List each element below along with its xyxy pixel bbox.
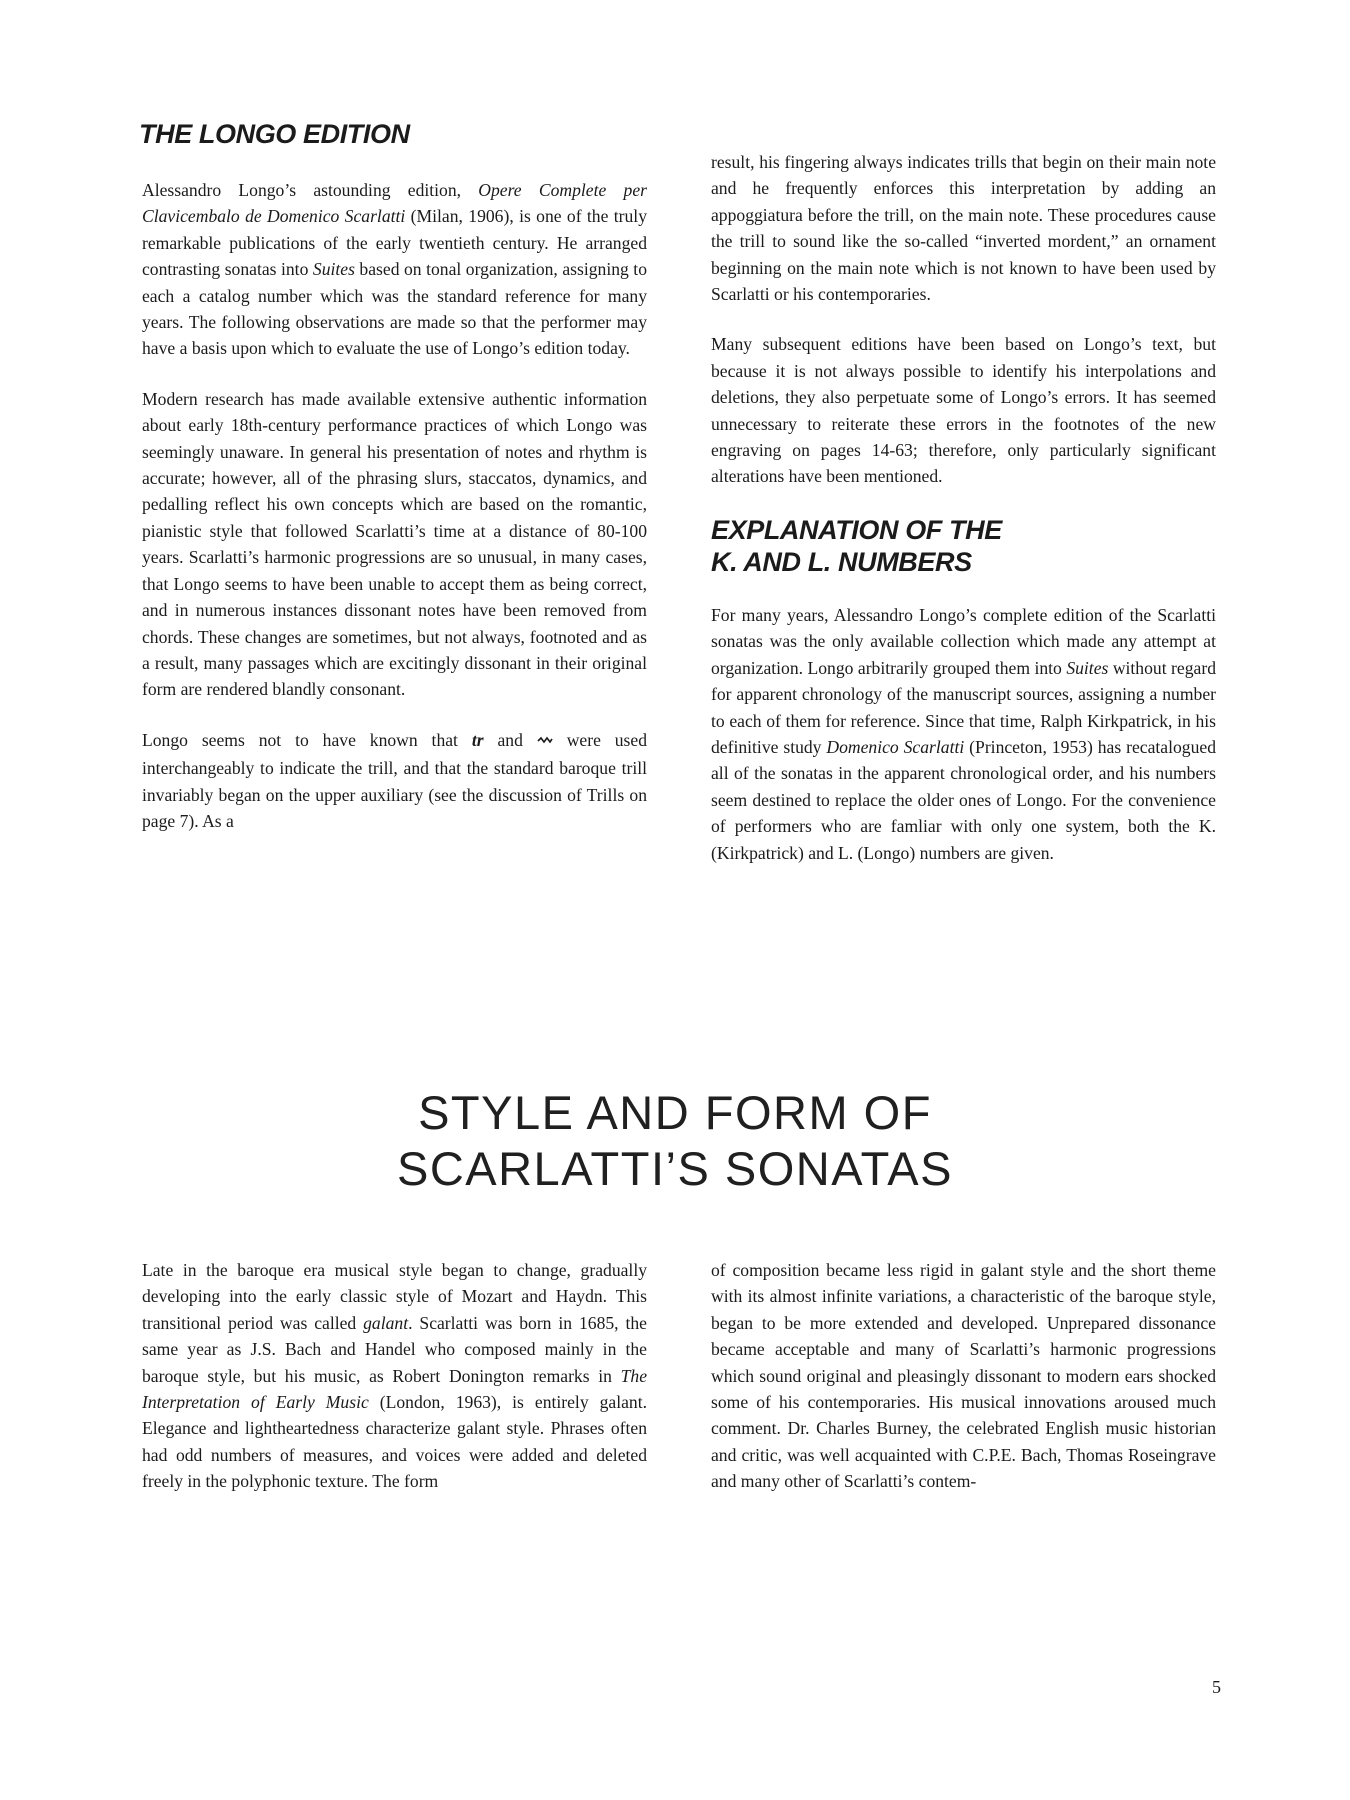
heading-line: SCARLATTI’S SONATAS — [396, 1142, 954, 1195]
column-bottom-left — [142, 1257, 647, 1519]
column-bottom-right — [711, 1257, 1216, 1519]
page-number: 5 — [1212, 1677, 1221, 1697]
galant-term: galant — [363, 1312, 409, 1333]
longo-edition-heading: THE LONGO EDITION — [139, 119, 410, 149]
heading-line: K. AND L. NUMBERS — [711, 546, 972, 577]
column-top-right — [711, 149, 1216, 890]
column-top-left — [142, 177, 647, 858]
text-run: Alessandro Longo’s astounding edition, — [142, 180, 479, 200]
explanation-paragraph — [711, 602, 1216, 866]
longo-paragraph-3 — [142, 727, 647, 835]
text-run: (Milan, 1906), is one of the truly remarkable publications of the early twentieth century. He arranged contrasting sonatas into — [142, 206, 647, 280]
longo-paragraph-4: result, his fingering always indicates trills that begin on their main note and he frequently enforces this interpretation by adding an appoggiatura before the trill, on the main note. These procedures cause the trill to sound like the so-called “inverted mordent,” an ornament beginning on the main note which is not known to have been used by Scarlatti or his contemporaries. — [711, 152, 1216, 305]
domenico-scarlatti-title: Domenico Scarlatti — [826, 736, 965, 757]
suites-term: Suites — [1066, 657, 1109, 678]
suites-term: Suites — [312, 259, 355, 280]
text-run: . Scarlatti was born in 1685, the same year as J.S. Bach and Handel who composed mainly in the baroque style, but his music, as Robert Donington remarks in — [142, 1312, 647, 1386]
trill-wave-icon — [537, 734, 553, 749]
longo-paragraph-5: Many subsequent editions have been based on Longo’s text, but because it is not always possible to identify his interpolations and deletions, they also perpetuate some of Longo’s errors. It has seemed unnecessary to reiterate these errors in the footnotes of the new engraving on pages 14-63; therefore, only particularly significant alterations have been mentioned. — [711, 334, 1216, 487]
text-run: were used interchangeably to indicate the trill, and that the standard baroque trill invariably began on the upper auxiliary (see the discussion of Trills on page 7). As a — [142, 729, 648, 831]
trill-tr-symbol: tr — [471, 729, 484, 750]
text-run: For many years, Alessandro Longo’s complete edition of the Scarlatti sonatas was the only available collection which made any attempt at organization. Longo arbitrarily grouped them into — [711, 604, 1216, 678]
text-run: Late in the baroque era musical style began to change, gradually developing into the early classic style of Mozart and Haydn. This transitional period was called — [142, 1260, 647, 1333]
text-run: based on tonal organization, assigning to each a catalog number which was the standard reference for many years. The following observations are made so that the performer may have a basis upon which to evaluate the use of Longo’s edition today. — [142, 259, 647, 359]
donington-book-title: The Interpretation of Early Music — [142, 1365, 647, 1413]
longo-paragraph-1 — [142, 177, 647, 362]
heading-line: EXPLANATION OF THE — [711, 514, 1002, 545]
longo-paragraph-2: Modern research has made available extensive authentic information about early 18th-century performance practices of which Longo was seemingly unaware. In general his presentation of notes and rhythm is accurate; however, all of the phrasing slurs, staccatos, dynamics, and pedalling reflect his own concepts which are based on the romantic, pianistic style that followed Scarlatti’s time at a distance of 80-100 years. Scarlatti’s harmonic progressions are so unusual, in many cases, that Longo seems to have been unable to accept them as being correct, and in numerous instances dissonant notes have been removed from chords. These changes are sometimes, but not always, footnoted and as a result, many passages which are excitingly dissonant in their original form are rendered blandly consonant. — [142, 388, 647, 700]
text-run: (Princeton, 1953) has recatalogued all of the sonatas in the apparent chronological order, and his numbers seem destined to replace the older ones of Longo. For the convenience of performers who are famliar with only one system, both the K. (Kirkpatrick) and L. (Longo) numbers are given. — [711, 736, 1217, 863]
style-paragraph-2: of composition became less rigid in galant style and the short theme with its almost infinite variations, a characteristic of the baroque style, began to be more extended and developed. Unprepared dissonance became acceptable and many of Scarlatti’s harmonic progressions which sound original and pleasingly dissonant to modern ears shocked some of his contemporaries. His musical innovations aroused much comment. Dr. Charles Burney, the celebrated English music historian and critic, was well acquainted with C.P.E. Bach, Thomas Roseingrave and many other of Scarlatti’s contem- — [711, 1260, 1216, 1492]
explanation-heading — [711, 514, 1216, 578]
text-run: and — [483, 729, 537, 750]
text-run: without regard for apparent chronology of the manuscript sources, assigning a number to each of them for reference. Since that time, Ralph Kirkpatrick, in his definitive study — [711, 657, 1216, 757]
text-run: (London, 1963), is entirely galant. Elegance and lightheartedness characterize galant style. Phrases often had odd numbers of measures, and voices were added and deleted freely in the polyphonic texture. The form — [142, 1392, 647, 1492]
style-and-form-heading — [0, 1085, 1350, 1197]
style-paragraph-1 — [142, 1257, 647, 1495]
opere-complete-title: Opere Complete per Clavicembalo de Domenico Scarlatti — [142, 180, 647, 227]
text-run: Longo seems not to have known that — [142, 729, 472, 750]
heading-line: STYLE AND FORM OF — [418, 1086, 932, 1139]
